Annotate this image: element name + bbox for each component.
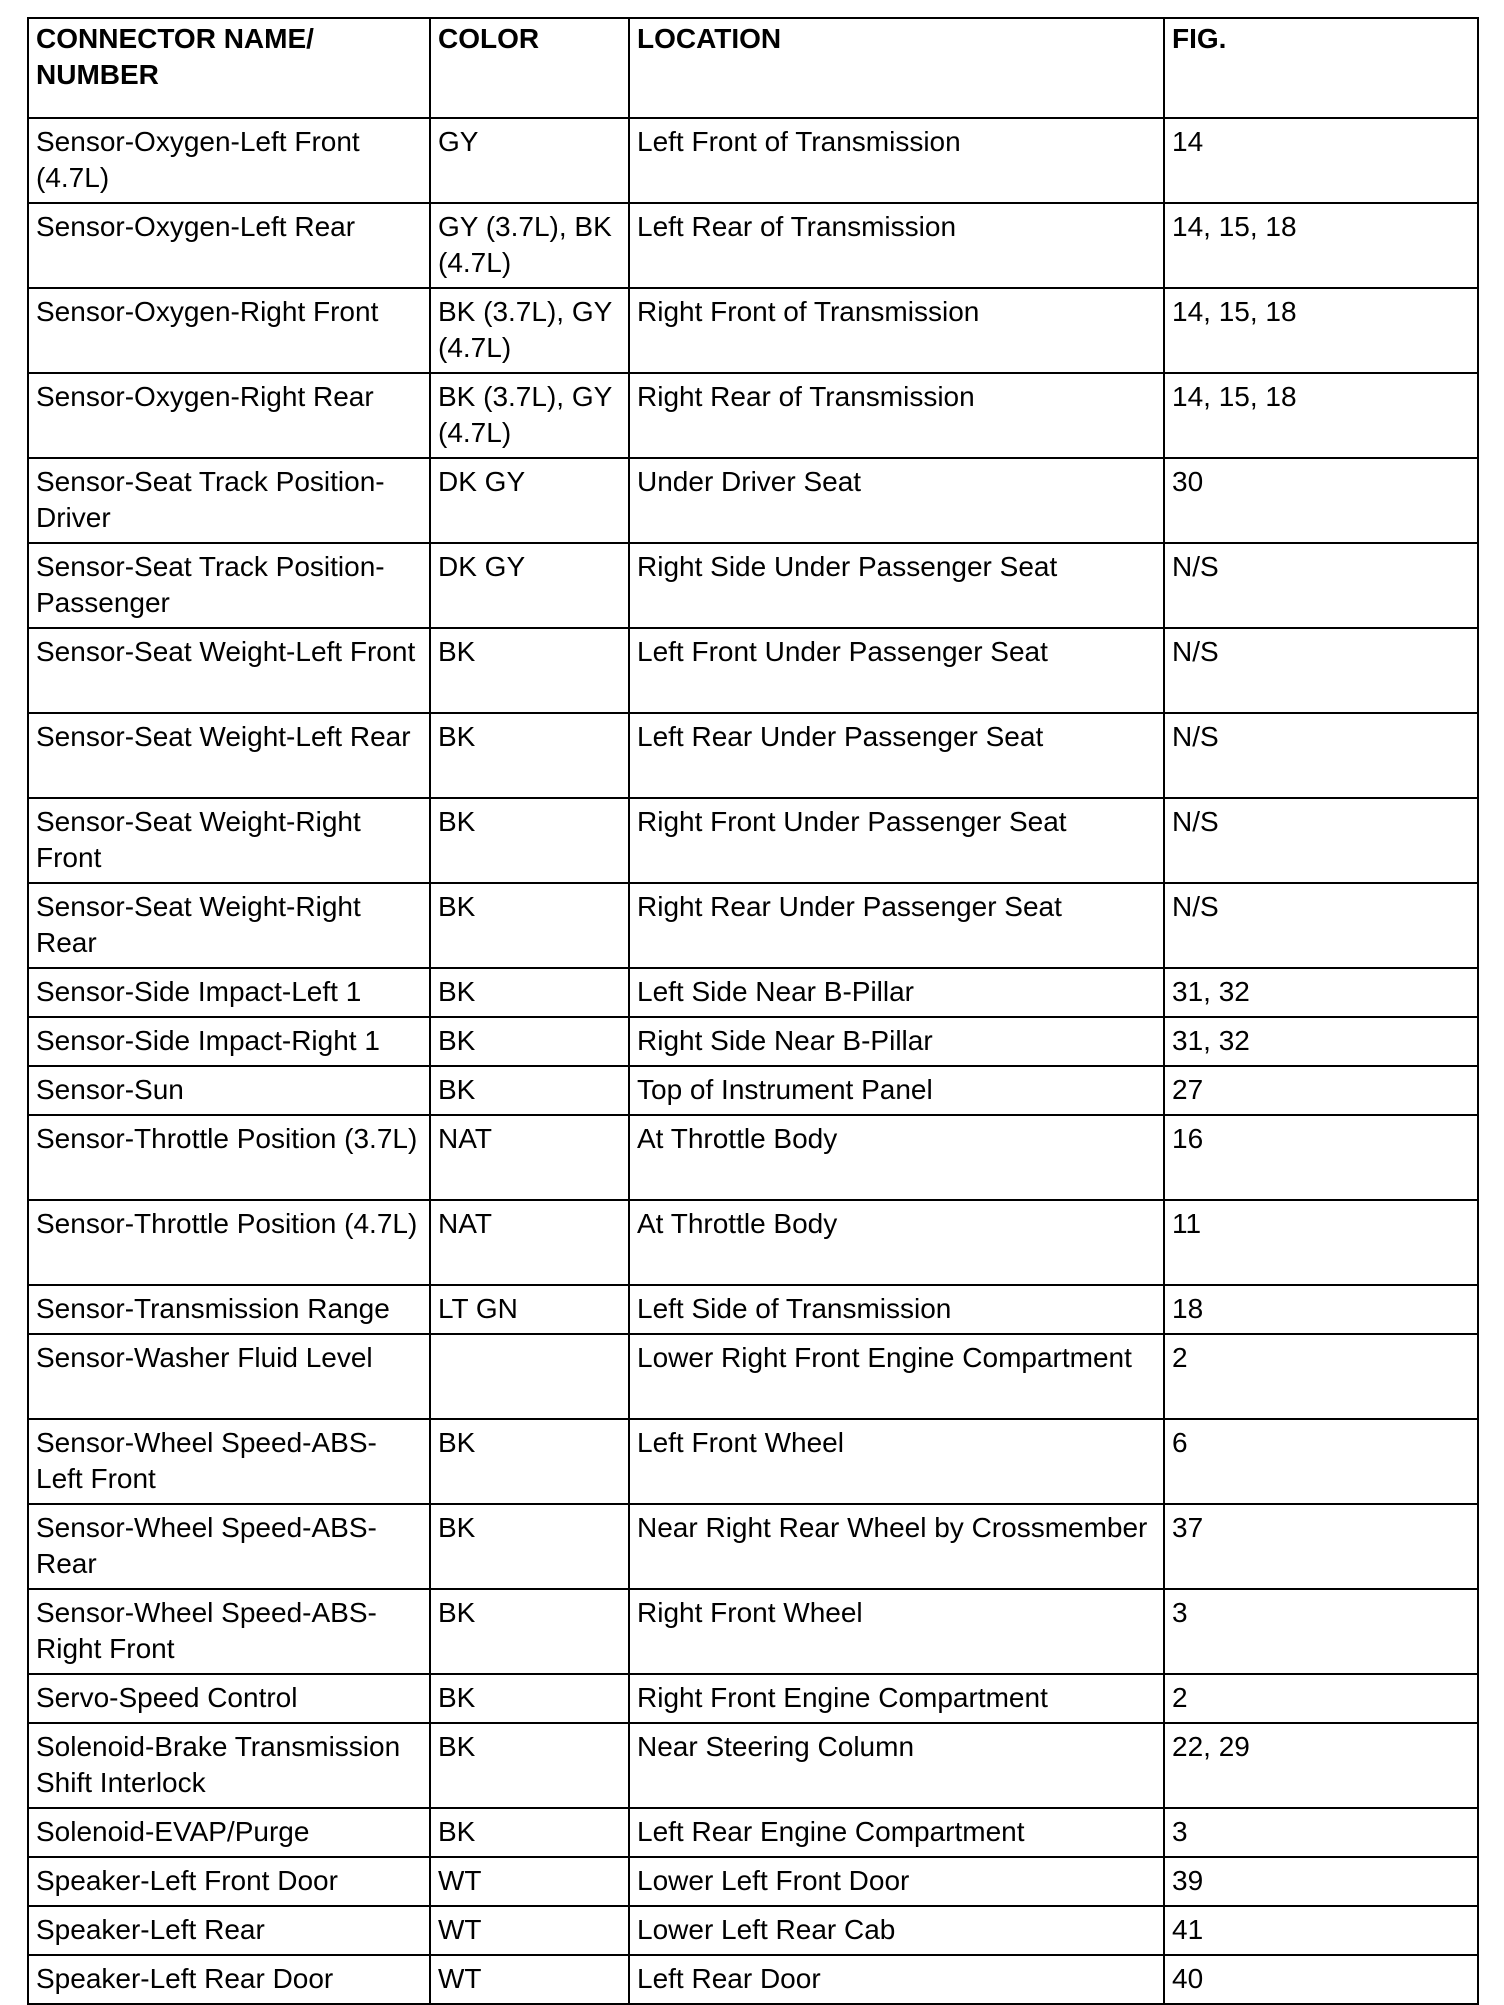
cell-connector-name: Sensor-Wheel Speed-ABS-Left Front [28, 1419, 430, 1504]
table-row [28, 1589, 1478, 1674]
cell-location: Left Side Near B-Pillar [629, 968, 1164, 1017]
cell-fig: 3 [1164, 1808, 1478, 1857]
cell-color: BK [430, 713, 629, 798]
table-row [28, 713, 1478, 798]
cell-location: At Throttle Body [629, 1115, 1164, 1200]
cell-location: Right Side Near B-Pillar [629, 1017, 1164, 1066]
table-row [28, 1285, 1478, 1334]
cell-connector-name: Sensor-Oxygen-Right Front [28, 288, 430, 373]
cell-connector-name: Solenoid-Brake Transmission Shift Interlock [28, 1723, 430, 1808]
table-row [28, 798, 1478, 883]
table-header-row [28, 18, 1478, 118]
connector-table-page [27, 17, 1477, 2005]
header-fig: FIG. [1164, 18, 1478, 118]
cell-fig: 31, 32 [1164, 1017, 1478, 1066]
cell-color: NAT [430, 1115, 629, 1200]
cell-fig: 27 [1164, 1066, 1478, 1115]
table-row [28, 968, 1478, 1017]
cell-color: BK [430, 1504, 629, 1589]
table-row [28, 1723, 1478, 1808]
cell-color: LT GN [430, 1285, 629, 1334]
cell-location: Lower Right Front Engine Compartment [629, 1334, 1164, 1419]
cell-location: Left Rear Engine Compartment [629, 1808, 1164, 1857]
cell-fig: 14, 15, 18 [1164, 373, 1478, 458]
cell-color: BK [430, 1808, 629, 1857]
cell-color: BK [430, 1674, 629, 1723]
cell-fig: 41 [1164, 1906, 1478, 1955]
table-row [28, 1115, 1478, 1200]
cell-connector-name: Sensor-Seat Weight-Right Front [28, 798, 430, 883]
cell-fig: 14, 15, 18 [1164, 203, 1478, 288]
table-row [28, 1808, 1478, 1857]
table-row [28, 288, 1478, 373]
cell-connector-name: Sensor-Oxygen-Right Rear [28, 373, 430, 458]
cell-location: At Throttle Body [629, 1200, 1164, 1285]
cell-location: Left Rear Under Passenger Seat [629, 713, 1164, 798]
table-row [28, 118, 1478, 203]
header-color: COLOR [430, 18, 629, 118]
cell-location: Left Side of Transmission [629, 1285, 1164, 1334]
cell-connector-name: Sensor-Seat Weight-Left Rear [28, 713, 430, 798]
cell-fig: 14, 15, 18 [1164, 288, 1478, 373]
cell-fig: N/S [1164, 798, 1478, 883]
cell-connector-name: Servo-Speed Control [28, 1674, 430, 1723]
table-row [28, 1906, 1478, 1955]
cell-location: Lower Left Rear Cab [629, 1906, 1164, 1955]
cell-connector-name: Sensor-Side Impact-Right 1 [28, 1017, 430, 1066]
cell-fig: 3 [1164, 1589, 1478, 1674]
table-row [28, 1674, 1478, 1723]
cell-location: Right Front Wheel [629, 1589, 1164, 1674]
cell-color: BK [430, 1589, 629, 1674]
table-row [28, 883, 1478, 968]
cell-color: WT [430, 1906, 629, 1955]
cell-color: GY (3.7L), BK (4.7L) [430, 203, 629, 288]
cell-connector-name: Speaker-Left Rear [28, 1906, 430, 1955]
cell-fig: N/S [1164, 628, 1478, 713]
cell-color [430, 1334, 629, 1419]
cell-location: Left Front of Transmission [629, 118, 1164, 203]
cell-location: Left Rear Door [629, 1955, 1164, 2004]
cell-fig: 37 [1164, 1504, 1478, 1589]
cell-color: DK GY [430, 458, 629, 543]
cell-connector-name: Sensor-Wheel Speed-ABS-Rear [28, 1504, 430, 1589]
cell-connector-name: Sensor-Oxygen-Left Front (4.7L) [28, 118, 430, 203]
header-location: LOCATION [629, 18, 1164, 118]
cell-connector-name: Sensor-Side Impact-Left 1 [28, 968, 430, 1017]
cell-color: BK [430, 968, 629, 1017]
cell-fig: 2 [1164, 1674, 1478, 1723]
cell-location: Right Front of Transmission [629, 288, 1164, 373]
table-row [28, 1017, 1478, 1066]
cell-color: BK [430, 1723, 629, 1808]
table-row [28, 543, 1478, 628]
cell-fig: 2 [1164, 1334, 1478, 1419]
table-row [28, 1955, 1478, 2004]
cell-location: Near Right Rear Wheel by Crossmember [629, 1504, 1164, 1589]
cell-location: Left Front Under Passenger Seat [629, 628, 1164, 713]
cell-fig: 16 [1164, 1115, 1478, 1200]
header-connector-name: CONNECTOR NAME/ NUMBER [28, 18, 430, 118]
cell-location: Right Side Under Passenger Seat [629, 543, 1164, 628]
cell-connector-name: Solenoid-EVAP/Purge [28, 1808, 430, 1857]
cell-connector-name: Sensor-Throttle Position (4.7L) [28, 1200, 430, 1285]
cell-connector-name: Sensor-Sun [28, 1066, 430, 1115]
cell-connector-name: Speaker-Left Front Door [28, 1857, 430, 1906]
cell-location: Left Front Wheel [629, 1419, 1164, 1504]
cell-fig: 30 [1164, 458, 1478, 543]
cell-connector-name: Sensor-Seat Weight-Left Front [28, 628, 430, 713]
table-row [28, 203, 1478, 288]
cell-fig: 40 [1164, 1955, 1478, 2004]
cell-fig: N/S [1164, 883, 1478, 968]
cell-location: Right Front Engine Compartment [629, 1674, 1164, 1723]
cell-fig: 31, 32 [1164, 968, 1478, 1017]
cell-connector-name: Sensor-Seat Track Position-Passenger [28, 543, 430, 628]
cell-location: Right Front Under Passenger Seat [629, 798, 1164, 883]
table-row [28, 458, 1478, 543]
cell-fig: 6 [1164, 1419, 1478, 1504]
cell-color: BK [430, 1066, 629, 1115]
cell-fig: 22, 29 [1164, 1723, 1478, 1808]
cell-color: WT [430, 1857, 629, 1906]
table-row [28, 1066, 1478, 1115]
cell-color: BK [430, 1419, 629, 1504]
cell-color: BK [430, 628, 629, 713]
table-row [28, 1857, 1478, 1906]
cell-color: WT [430, 1955, 629, 2004]
cell-color: NAT [430, 1200, 629, 1285]
cell-color: BK [430, 798, 629, 883]
cell-connector-name: Sensor-Washer Fluid Level [28, 1334, 430, 1419]
cell-location: Top of Instrument Panel [629, 1066, 1164, 1115]
cell-connector-name: Sensor-Seat Track Position-Driver [28, 458, 430, 543]
table-row [28, 1334, 1478, 1419]
cell-location: Near Steering Column [629, 1723, 1164, 1808]
cell-color: BK [430, 883, 629, 968]
table-row [28, 1419, 1478, 1504]
cell-color: BK [430, 1017, 629, 1066]
cell-location: Under Driver Seat [629, 458, 1164, 543]
cell-color: BK (3.7L), GY (4.7L) [430, 373, 629, 458]
connector-table [27, 17, 1479, 2005]
cell-connector-name: Sensor-Throttle Position (3.7L) [28, 1115, 430, 1200]
table-row [28, 1200, 1478, 1285]
cell-connector-name: Sensor-Seat Weight-Right Rear [28, 883, 430, 968]
cell-fig: 39 [1164, 1857, 1478, 1906]
table-row [28, 373, 1478, 458]
cell-connector-name: Sensor-Wheel Speed-ABS-Right Front [28, 1589, 430, 1674]
cell-fig: N/S [1164, 713, 1478, 798]
table-row [28, 628, 1478, 713]
cell-fig: 11 [1164, 1200, 1478, 1285]
cell-location: Right Rear Under Passenger Seat [629, 883, 1164, 968]
cell-fig: 14 [1164, 118, 1478, 203]
cell-color: DK GY [430, 543, 629, 628]
cell-location: Left Rear of Transmission [629, 203, 1164, 288]
cell-connector-name: Sensor-Transmission Range [28, 1285, 430, 1334]
cell-color: GY [430, 118, 629, 203]
cell-location: Lower Left Front Door [629, 1857, 1164, 1906]
cell-connector-name: Speaker-Left Rear Door [28, 1955, 430, 2004]
cell-connector-name: Sensor-Oxygen-Left Rear [28, 203, 430, 288]
cell-location: Right Rear of Transmission [629, 373, 1164, 458]
cell-fig: 18 [1164, 1285, 1478, 1334]
cell-fig: N/S [1164, 543, 1478, 628]
cell-color: BK (3.7L), GY (4.7L) [430, 288, 629, 373]
table-row [28, 1504, 1478, 1589]
